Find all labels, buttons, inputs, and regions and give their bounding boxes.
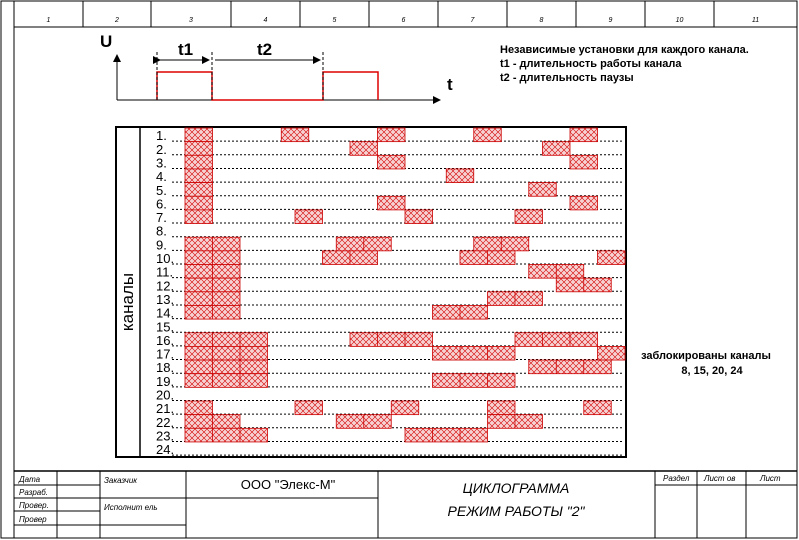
channel-label-2: 2. [156, 141, 167, 157]
note-line-2: t1 - длительность работы канала [500, 58, 682, 70]
pulse-block-ch14-2 [433, 305, 488, 319]
pulse-block-ch2-2 [350, 142, 378, 156]
pulse-block-ch2-3 [543, 142, 571, 156]
document-title-line1: ЦИКЛОГРАММА [462, 480, 570, 496]
channel-label-4: 4. [156, 169, 167, 185]
pulse-block-ch18-2 [529, 360, 612, 374]
pulse-block-ch22-3 [488, 415, 543, 429]
top-column-ruler [47, 1, 760, 27]
channel-label-15: 15. [156, 319, 175, 335]
stamp-proverka-label: Провер [19, 515, 47, 524]
stamp-contractor-label: Исполнит ель [104, 503, 158, 512]
column-number-2: 2 [115, 17, 119, 24]
timing-diagram [100, 32, 453, 100]
column-number-3: 3 [189, 17, 193, 24]
column-number-6: 6 [401, 17, 406, 24]
channel-label-11: 11. [156, 264, 174, 280]
channel-label-6: 6. [156, 196, 167, 212]
pulse-block-ch6-2 [378, 196, 406, 210]
pulse-block-ch2-1 [185, 142, 213, 156]
pulse-block-ch12-1 [185, 278, 240, 292]
note-line-3: t2 - длительность паузы [500, 72, 634, 84]
channel-label-8: 8. [156, 223, 167, 239]
pulse-block-ch21-5 [584, 401, 612, 415]
column-number-7: 7 [470, 17, 475, 24]
channels-axis-label: каналы [118, 272, 137, 332]
blocked-channels-title: заблокированы каналы [641, 350, 771, 362]
pulse-block-ch10-3 [460, 251, 515, 265]
pulse-block-ch23-1 [185, 428, 268, 442]
column-number-9: 9 [608, 17, 613, 24]
pulse-block-ch14-1 [185, 305, 240, 319]
blocked-channels-list: 8, 15, 20, 24 [681, 365, 743, 377]
pulse-block-ch1-3 [378, 128, 406, 142]
pulse-block-ch6-1 [185, 196, 213, 210]
channel-label-7: 7. [156, 210, 167, 226]
column-number-10: 10 [675, 17, 684, 24]
channel-label-14: 14. [156, 305, 175, 321]
column-number-4: 4 [263, 17, 268, 24]
document-title-line2: РЕЖИМ РАБОТЫ "2" [447, 503, 585, 519]
t1-label: t1 [178, 40, 194, 59]
channel-label-21: 21. [156, 401, 175, 417]
pulse-block-ch1-1 [185, 128, 213, 142]
u-axis-label: U [100, 32, 113, 51]
note-line-1: Независимые установки для каждого канала. [500, 44, 749, 56]
channel-label-22: 22. [156, 414, 175, 430]
column-number-5: 5 [332, 17, 337, 24]
pulse-block-ch10-2 [323, 251, 378, 265]
pulse-block-ch3-2 [378, 155, 406, 169]
channel-label-23: 23. [156, 428, 175, 444]
channel-label-18: 18. [156, 360, 175, 376]
channel-label-5: 5. [156, 182, 167, 198]
pulse-block-ch17-1 [185, 346, 268, 360]
pulse-block-ch7-3 [405, 210, 433, 224]
channel-label-12: 12. [156, 278, 175, 294]
pulse-block-ch6-3 [570, 196, 598, 210]
channel-label-3: 3. [156, 155, 167, 171]
pulse-block-ch13-1 [185, 292, 240, 306]
pulse-block-ch1-4 [474, 128, 502, 142]
pulse-block-ch3-1 [185, 155, 213, 169]
t2-label: t2 [257, 40, 273, 59]
pulse-block-ch11-1 [185, 265, 240, 279]
pulse-block-ch1-5 [570, 128, 598, 142]
column-number-1: 1 [46, 17, 51, 24]
pulse-block-ch21-3 [391, 401, 419, 415]
stamp-section-label: Раздел [663, 474, 690, 483]
channel-label-20: 20. [156, 387, 175, 403]
pulse-block-ch21-4 [488, 401, 516, 415]
notes-block [500, 44, 749, 84]
stamp-customer-label: Заказчик [104, 476, 138, 485]
pulse-block-ch9-1 [185, 237, 240, 251]
pulse-block-ch16-2 [350, 333, 433, 347]
pulse-block-ch22-2 [336, 415, 391, 429]
channel-label-13: 13. [156, 291, 175, 307]
pulse-block-ch21-1 [185, 401, 213, 415]
pulse-block-ch13-2 [488, 292, 543, 306]
channel-grid [116, 127, 626, 457]
channel-label-17: 17. [156, 346, 175, 362]
pulse-block-ch4-2 [446, 169, 474, 183]
pulse-block-ch18-1 [185, 360, 268, 374]
pulse-block-ch1-2 [281, 128, 309, 142]
channel-label-19: 19. [156, 373, 175, 389]
pulse-block-ch17-3 [598, 346, 626, 360]
company-name: ООО "Элекс-М" [240, 477, 336, 492]
pulse-block-ch16-1 [185, 333, 268, 347]
pulse-block-ch5-1 [185, 183, 213, 197]
pulse-block-ch10-4 [598, 251, 626, 265]
stamp-prover-label: Провер. [19, 501, 49, 510]
pulse-block-ch9-3 [474, 237, 529, 251]
pulse-block-ch7-1 [185, 210, 213, 224]
channel-label-24: 24. [156, 442, 175, 458]
pulse-block-ch17-2 [433, 346, 516, 360]
pulse-block-ch21-2 [295, 401, 323, 415]
stamp-razrab-label: Разраб. [19, 488, 48, 497]
stamp-date-label: Дата [19, 475, 41, 484]
pulse-block-ch19-2 [433, 374, 516, 388]
channel-label-1: 1. [156, 128, 167, 144]
pulse-block-ch7-2 [295, 210, 323, 224]
stamp-sheets-label: Лист ов [704, 474, 736, 483]
pulse-block-ch5-2 [529, 183, 557, 197]
pulse-block-ch11-2 [529, 265, 584, 279]
pulse-block-ch12-2 [556, 278, 611, 292]
pulse-block-ch9-2 [336, 237, 391, 251]
pulse-block-ch23-2 [405, 428, 488, 442]
channel-label-9: 9. [156, 237, 167, 253]
pulse-block-ch4-1 [185, 169, 213, 183]
pulse-block-ch7-4 [515, 210, 543, 224]
stamp-sheet-label: Лист [760, 474, 781, 483]
pulse-block-ch19-1 [185, 374, 268, 388]
channel-label-10: 10. [156, 251, 175, 266]
channel-label-16: 16. [156, 332, 175, 348]
column-number-8: 8 [539, 17, 544, 24]
pulse-block-ch16-3 [515, 333, 598, 347]
pulse-block-ch22-1 [185, 415, 240, 429]
title-block [14, 471, 797, 538]
pulse-block-ch3-3 [570, 155, 598, 169]
column-number-11: 11 [751, 17, 760, 24]
t-axis-label: t [447, 75, 453, 94]
pulse-waveform [157, 72, 378, 100]
pulse-block-ch10-1 [185, 251, 240, 265]
